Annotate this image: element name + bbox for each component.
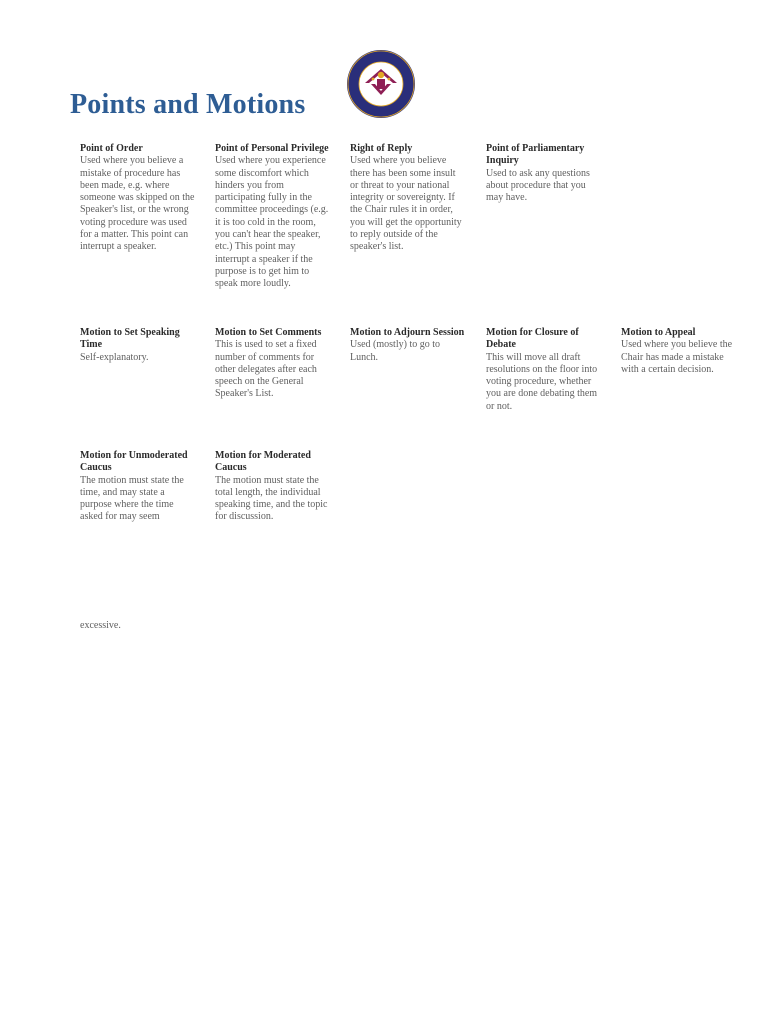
- page-title: Points and Motions: [70, 89, 306, 120]
- entry-title: Motion to Appeal: [621, 327, 696, 338]
- entry-body: Used to ask any questions about procedure that you may have.: [486, 167, 590, 204]
- entry-title: Motion for Closure of Debate: [486, 327, 579, 351]
- entry-motion-moderated-caucus: [215, 450, 331, 524]
- school-logo: [346, 49, 416, 119]
- entry-title: Point of Parliamentary Inquiry: [486, 143, 585, 167]
- entry-motion-set-speaking-time: [80, 327, 196, 364]
- entry-body: Used where you experience some discomfort which hinders you from participating fully in the committee proceedings (e.g. it is too cold in the room, you can't hear the speaker, etc.) This point may interrupt a speaker if the purpose is to get him to speak more loudly.: [215, 155, 329, 290]
- entry-body: Used where you believe there has been some insult or threat to your national integrity or sovereignty. If the Chair rules it in order, you will get the opportunity to reply outside of the speaker's list.: [350, 155, 462, 253]
- entry-body: Used where you believe the Chair has made a mistake with a certain decision.: [621, 339, 733, 375]
- entry-motion-closure-of-debate: [486, 327, 602, 413]
- entry-motion-to-appeal: [621, 327, 737, 376]
- entry-point-of-personal-privilege: [215, 143, 331, 291]
- entry-body: The motion must state the time, and may state a purpose where the time asked for may seem: [80, 474, 184, 523]
- entry-title: Motion to Adjourn Session: [350, 327, 465, 338]
- entry-body: Used (mostly) to go to Lunch.: [350, 339, 440, 363]
- entry-point-of-parliamentary-inquiry: [486, 143, 602, 204]
- entry-title: Right of Reply: [350, 143, 413, 154]
- entry-body: Self-explanatory.: [80, 351, 149, 363]
- entry-title: Motion for Unmoderated Caucus: [80, 450, 188, 474]
- entry-title: Motion to Set Comments: [215, 327, 322, 338]
- entry-body: This is used to set a fixed number of comments for other delegates after each speech on the General Speaker's List.: [215, 339, 317, 400]
- entry-title: Point of Personal Privilege: [215, 143, 329, 154]
- entry-motion-set-comments: [215, 327, 331, 401]
- entry-title: Point of Order: [80, 143, 143, 154]
- entry-title: Motion to Set Speaking Time: [80, 327, 180, 351]
- entry-right-of-reply: [350, 143, 466, 254]
- entry-title: Motion for Moderated Caucus: [215, 450, 311, 474]
- entry-motion-adjourn-session: [350, 327, 466, 364]
- entry-body: The motion must state the total length, the individual speaking time, and the topic for discussion.: [215, 474, 328, 523]
- overflow-text: excessive.: [80, 620, 121, 631]
- entry-body: This will move all draft resolutions on the floor into voting procedure, whether you are done debating them or not.: [486, 351, 598, 412]
- entry-point-of-order: [80, 143, 196, 254]
- entry-motion-unmoderated-caucus: [80, 450, 196, 524]
- entry-body: Used where you believe a mistake of procedure has been made, e.g. where someone was skipped on the Speaker's list, or the wrong voting procedure was used for a matter. This point can interrupt a speaker.: [80, 155, 195, 253]
